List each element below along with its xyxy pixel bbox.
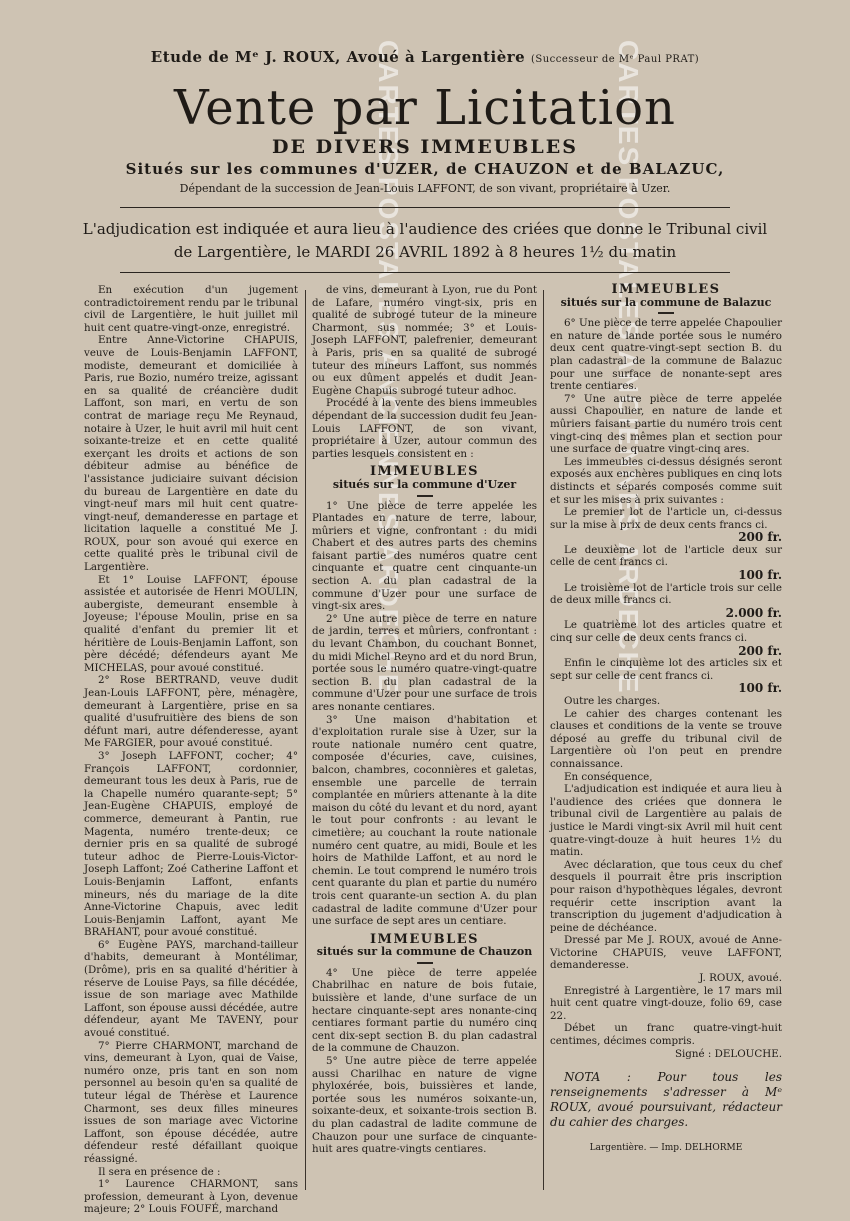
separator-mark	[417, 495, 433, 497]
successor-note: (Successeur de Mᵉ Paul PRAT)	[530, 54, 700, 65]
paragraph: Enregistré à Largentière, le 17 mars mil huit cent quatre vingt-douze, folio 69, case 22.	[550, 984, 782, 1022]
adjudication-line-1: L'adjudication est indiquée et aura lieu à l'audience des criées que donne le Tribunal civil	[82, 220, 768, 238]
watermark-right: CARTES POSTALES ANCIENNES ARDECHE	[613, 40, 644, 695]
paragraph: Débet un franc quatre-vingt-huit centimes, décimes compris.	[550, 1022, 782, 1048]
paragraph: Les immeubles ci-dessus désignés seront exposés aux enchères publiques en cinq lots distincts et séparés composés comme suit et sur les mises à prix suivantes :	[550, 455, 783, 506]
situes-line: Situés sur les communes d'UZER, de CHAUZON et de BALAZUC,	[125, 160, 725, 178]
section-subheading: situés sur la commune de Balazuc	[560, 295, 772, 309]
adjudication-notice	[0, 218, 850, 264]
paragraph: Dressé par Me J. ROUX, avoué de Anne-Victorine CHAPUIS, veuve LAFFONT, demanderesse.	[550, 934, 782, 972]
paragraph: Il sera en présence de :	[98, 1165, 221, 1178]
price-lot-1: 200 fr.	[738, 530, 782, 545]
column-divider	[543, 290, 544, 1190]
paragraph: 2° Rose BERTRAND, veuve dudit Jean-Louis LAFFONT, père, ménagère, demeurant à Largentière, prise en sa qualité d'usufruitière des biens de son défunt mari, autre défenderesse, ayant Me FARGIER, pour avoué constitué.	[84, 674, 298, 750]
paragraph: Le premier lot de l'article un, ci-dessus sur la mise à prix de deux cents francs ci.	[550, 506, 782, 531]
column-3	[550, 284, 782, 1155]
paragraph: de vins, demeurant à Lyon, rue du Pont de Lafare, numéro vingt-six, pris en qualité de subrogé tuteur de la mineure Charmont, sus nommée; 3° et Louis-Joseph LAFFONT, palefrenier, demeurant à Paris, pris en sa qualité de subrogé tuteur des mineurs Laffont, sus nommés ou eux dûment appelés et dudit Jean-Eugène Chapuis subrogé tuteur adhoc.	[312, 284, 537, 397]
paragraph: Procédé à la vente des biens immeubles dépendant de la succession dudit feu Jean-Louis LAFFONT, de son vivant, propriétaire à Uzer, autour commun des parties lesquels consistent en :	[312, 397, 537, 460]
paragraph: 6° Une pièce de terre appelée Chapoulier en nature de lande portée sous le numéro deux cent quatre-vingt-sept section B. du plan cadastral de la commune de Balazuc pour une surface de nonante-sept ares trente centiares.	[550, 317, 783, 393]
paragraph: Et 1° Louise LAFFONT, épouse assistée et autorisée de Henri MOULIN, aubergiste, demeurant ensemble à Joyeuse; l'épouse Moulin, prise en sa qualité d'enfant du premier lit et héritière de Louis-Benjamin Laffont, son père décédé; défendeurs ayant Me MICHELAS, pour avoué constitué.	[84, 573, 298, 674]
subtitle: DE DIVERS IMMEUBLES	[272, 136, 578, 158]
study-line	[0, 48, 850, 66]
signature-delouche: Signé : DELOUCHE.	[674, 1047, 782, 1060]
watermark-left: CARTES POSTALES ANCIENNES ARDECHE	[373, 40, 404, 695]
section-heading: IMMEUBLES	[369, 464, 480, 480]
paragraph: 7° Pierre CHARMONT, marchand de vins, demeurant à Lyon, quai de Vaise, numéro onze, pris tant en son nom personnel au besoin qu'en sa qualité de tuteur légal de Thérèse et Laurence Charmont, ses deux filles mineures issues de son mariage avec Victorine Laffont, son épouse décédée, autre défendeur resté défaillant quoique réassigné.	[84, 1039, 298, 1165]
paragraph: 1° Une pièce de terre appelée les Plantades en nature de terre, labour, mûriers et vigne, confrontant : du midi Chabert et des autres parts des chemins faisant partie des numéros quatre cent cinquante et quatre cent cinquante-un section A. du plan cadastral de la commune d'Uzer pour une surface de vingt-six ares.	[312, 499, 537, 613]
nota: NOTA : Pour tous les renseignements s'adresser à Mᵉ ROUX, avoué poursuivant, rédacteur du cahier des charges.	[550, 1070, 782, 1130]
column-divider	[305, 290, 306, 1190]
column-2	[312, 284, 537, 1156]
paragraph: Le deuxième lot de l'article deux sur celle de cent francs ci.	[550, 543, 782, 569]
section-heading: IMMEUBLES	[611, 282, 721, 297]
signature-roux: J. ROUX, avoué.	[699, 972, 782, 985]
column-1	[84, 284, 298, 1216]
price-lot-3: 2.000 fr.	[725, 605, 782, 620]
dependant-line: Dépendant de la succession de Jean-Louis LAFFONT, de son vivant, propriétaire à Uzer.	[179, 182, 671, 195]
paragraph: En exécution d'un jugement contradictoirement rendu par le tribunal civil de Largentière, le huit juillet mil huit cent quatre-vingt-onze, enregistré.	[84, 284, 298, 334]
section-subheading: situés sur la commune d'Uzer	[332, 477, 517, 491]
adjudication-line-2: de Largentière, le MARDI 26 AVRIL 1892 à 8 heures 1½ du matin	[173, 243, 677, 261]
paragraph: Avec déclaration, que tous ceux du chef desquels il pourrait être pris inscription pour raison d'hypothèques légales, devront requérir cette inscription avant la transcription du jugement d'adjudication à peine de déchéance.	[550, 858, 782, 934]
price-lot-4: 200 fr.	[738, 643, 782, 658]
paragraph: Le troisième lot de l'article trois sur celle de deux mille francs ci.	[550, 581, 782, 607]
price-lot-5: 100 fr.	[738, 681, 782, 696]
paragraph: 7° Une autre pièce de terre appelée aussi Chapoulier, en nature de lande et mûriers faisant partie du numéro trois cent vingt-cinq des mêmes plan et section pour une surface de quatre vingt-cinq ares.	[550, 392, 782, 456]
separator-mark	[417, 962, 433, 964]
paragraph: L'adjudication est indiquée et aura lieu à l'audience des criées que donnera le tribunal civil de Largentière au palais de justice le Mardi vingt-six Avril mil huit cent quatre-vingt-douze à huit heures 1½ du matin.	[550, 783, 782, 859]
paragraph: 3° Joseph LAFFONT, cocher; 4° François LAFFONT, cordonnier, demeurant tous les deux à Paris, rue de la Chapelle numéro quarante-sept; 5° Jean-Eugène CHAPUIS, employé de commerce, demeurant à Pantin, rue Magenta, numéro trente-deux; ce dernier pris en sa qualité de subrogé tuteur adhoc de Pierre-Louis-Victor-Joseph Laffont; Zoé Catherine Laffont et Louis-Benjamin Laffont, enfants mineurs, nés du mariage de la dite Anne-Victorine Chapuis, avec ledit Louis-Benjamin Laffont, ayant Me BRAHANT, pour avoué constitué.	[84, 749, 298, 939]
paragraph: Enfin le cinquième lot des articles six et sept sur celle de cent francs ci.	[550, 657, 782, 682]
price-lot-2: 100 fr.	[738, 568, 782, 583]
paragraph: 4° Une pièce de terre appelée Chabrilhac en nature de bois futaie, buissière et lande, d'une surface de un hectare cinquante-sept ares nonante-cinq centiares formant partie du numéro cinq cent dix-sept section B. du plan cadastral de la commune de Chauzon.	[312, 966, 537, 1055]
section-subheading: situés sur la commune de Chauzon	[316, 945, 533, 959]
paragraph: 3° Une maison d'habitation et d'exploitation rurale sise à Uzer, sur la route nationale numéro cent quatre, composée d'écuries, cave, cuisines, balcon, chambres, coconnières et galetas, ensemble une parcelle de terrain complantée en mûriers attenante à la dite maison du côté du levant et du nord, ayant le tout pour confronts : au levant le cimetière; au couchant la route nationale numéro cent quatre, au midi, Boule et les hoirs de Mathilde Laffont, et au nord le chemin. Le tout comprend le numéro trois cent quarante du plan et partie du numéro trois cent quarante-un section A. du plan cadastral de ladite commune d'Uzer pour une surface de sept ares un centiare.	[312, 713, 537, 928]
paragraph: Le quatrième lot des articles quatre et cinq sur celle de deux cents francs ci.	[550, 619, 782, 645]
paragraph: 5° Une autre pièce de terre appelée aussi Charilhac en nature de vigne phyloxérée, bois, buissières et lande, portée sous les numéros soixante-un, soixante-deux, et soixante-trois section B. du plan cadastral de ladite commune de Chauzon pour une surface de cinquante-huit ares quatre-vingts centiares.	[312, 1055, 537, 1156]
paragraph: 6° Eugène PAYS, marchand-tailleur d'habits, demeurant à Montélimar, (Drôme), pris en sa qualité d'héritier à réserve de Louise Pays, sa fille décédée, issue de son mariage avec Mathilde Laffont, son épouse aussi décédée, autre défendeur, ayant Me TAVENY, pour avoué constitué.	[84, 938, 298, 1040]
study-name: Etude de Mᵉ J. ROUX, Avoué à Largentière	[150, 48, 526, 66]
divider-top	[120, 207, 730, 208]
printer-credit: Largentière. — Imp. DELHORME	[589, 1143, 743, 1154]
paragraph: Entre Anne-Victorine CHAPUIS, veuve de Louis-Benjamin LAFFONT, modiste, demeurant et domiciliée à Paris, rue Bozio, numéro treize, agissant en sa qualité de créancière dudit Laffont, son mari, en vertu de son contrat de mariage reçu Me Reynaud, notaire à Uzer, le huit avril mil huit cent soixante-treize et en cette qualité exerçant les droits et actions de son débiteur admise au bénéfice de l'assistance judiciaire suivant décision du bureau de Largentière en date du vingt-neuf mars mil huit cent quatre-vingt-neuf, demanderesse en partage et licitation laquelle a constitué Me J. ROUX, pour son avoué qui exerce en cette qualité près le tribunal civil de Largentière.	[84, 334, 298, 574]
separator-mark	[658, 312, 674, 314]
divider-bottom	[120, 272, 730, 273]
paragraph: 1° Laurence CHARMONT, sans profession, demeurant à Lyon, devenue majeure; 2° Louis FOUFÉ, marchand	[84, 1178, 298, 1216]
paragraph: Le cahier des charges contenant les clauses et conditions de la vente se trouve déposé au greffe du tribunal civil de Largentière où l'on peut en prendre connaissance.	[550, 707, 782, 770]
paragraph: En conséquence,	[564, 770, 653, 783]
paragraph: 2° Une autre pièce de terre en nature de jardin, terres et mûriers, confrontant : du levant Chambon, du couchant Bonnet, du midi Michel Reyno ard et du nord Brun, portée sous le numéro quatre-vingt-quatre section B. du plan cadastral de la commune d'Uzer pour une surface de trois ares nonante centiares.	[312, 612, 537, 713]
page-title: Vente par Licitation	[174, 80, 676, 136]
paragraph: Outre les charges.	[564, 695, 661, 707]
section-heading: IMMEUBLES	[369, 931, 480, 947]
